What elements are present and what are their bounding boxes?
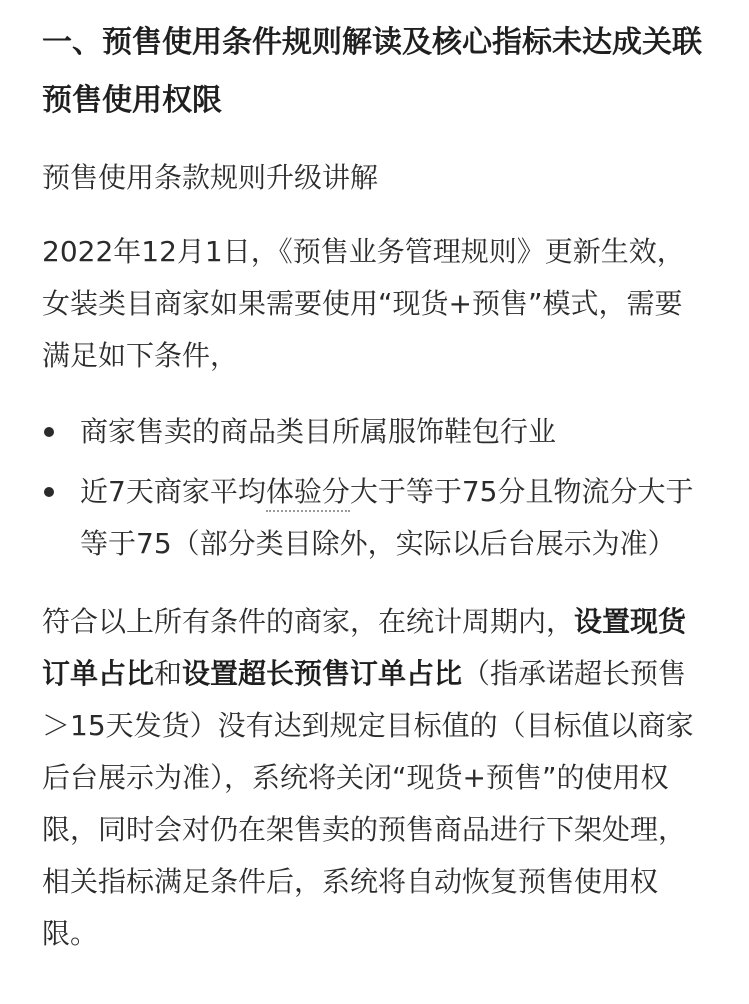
final-paragraph [42, 596, 710, 960]
final-text-part1: 符合以上所有条件的商家，在统计周期内， [42, 605, 575, 638]
condition-item [42, 466, 710, 570]
final-text-part3: （指承诺超长预售＞15天发货）没有达到规定目标值的（目标值以商家后台展示为准），系统将关闭“现货+预售”的使用权限，同时会对仍在架售卖的预售商品进行下架处理，相关指标满足条件后，系统将自动恢复预售使用权限。 [42, 657, 694, 950]
final-bold-presale-ratio: 设置超长预售订单占比 [182, 657, 463, 690]
section-heading: 一、预售使用条件规则解读及核心指标未达成关联预售使用权限 [42, 25, 702, 118]
condition-item [42, 406, 710, 458]
bullet-dot-icon [44, 487, 54, 497]
article [42, 0, 710, 960]
final-bold-spot-ratio: 设置现货订单占比 [42, 605, 687, 690]
condition-text-after: 大于等于75分且物流分大于等于75（部分类目除外，实际以后台展示为准） [80, 475, 694, 560]
intro-paragraph: 2022年12月1日，《预售业务管理规则》更新生效，女装类目商家如果需要使用“现货+预售”模式，需要满足如下条件， [42, 235, 685, 372]
final-text-part2: 和 [154, 657, 183, 690]
conditions-list [42, 406, 710, 570]
subtitle: 预售使用条款规则升级讲解 [42, 161, 379, 194]
bullet-dot-icon [44, 427, 54, 437]
experience-score-term[interactable]: 体验分 [266, 475, 350, 512]
condition-text-before: 近7天商家平均 [80, 475, 266, 508]
condition-text: 商家售卖的商品类目所属服饰鞋包行业 [80, 415, 557, 448]
